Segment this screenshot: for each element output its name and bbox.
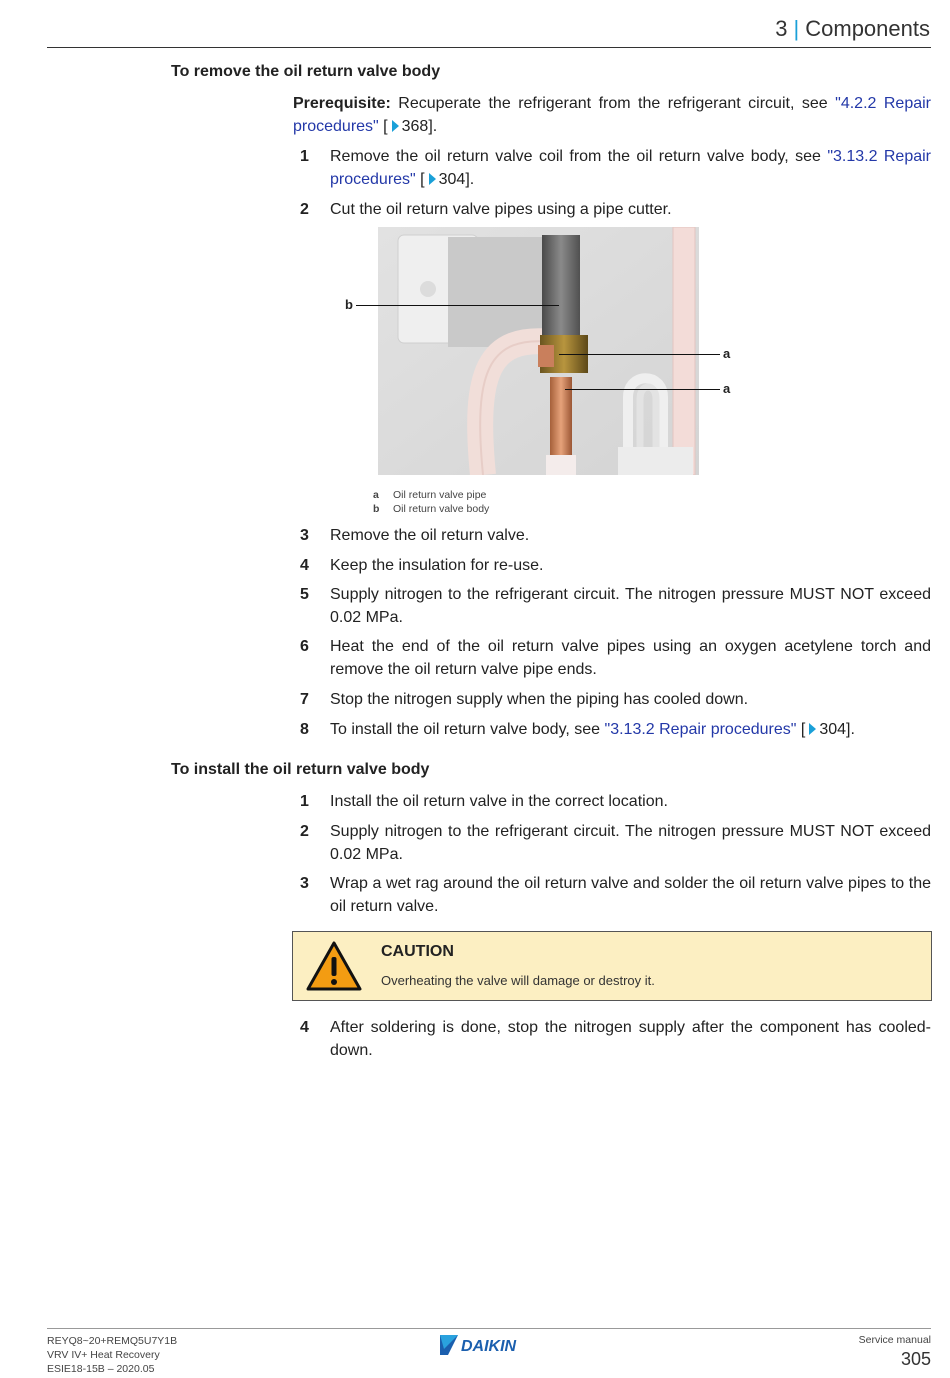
warning-icon — [305, 940, 363, 992]
valve-photo — [378, 227, 699, 475]
step-text: Remove the oil return valve. — [330, 527, 530, 544]
footer-doc-type: Service manual — [858, 1334, 931, 1346]
remove-step-3 — [293, 524, 931, 547]
remove-step-6 — [293, 635, 931, 681]
repair-procedures-link-3132[interactable]: "3.13.2 Repair procedures" — [330, 148, 932, 188]
chapter-number: 3 — [775, 16, 788, 41]
callout-b-leader — [356, 305, 559, 306]
page-ref: 304]. — [819, 721, 855, 738]
page-ref: 368]. — [401, 118, 438, 135]
caution-text: Overheating the valve will damage or destroy it. — [381, 973, 655, 988]
callout-b: b — [345, 297, 353, 312]
step-number: 2 — [300, 201, 309, 218]
daikin-logo — [440, 1335, 540, 1360]
step-text: Heat the end of the oil return valve pipes using an oxygen acetylene torch and remove the oil return valve pipe ends. — [330, 638, 931, 678]
header-separator: | — [793, 16, 800, 41]
remove-step-8: 8 To install the oil return valve body, see "3.13.2 Repair procedures" [ 304]. — [293, 718, 931, 741]
footer-doc-code: ESIE18-15B – 2020.05 — [47, 1363, 155, 1375]
remove-step-1: 1 Remove the oil return valve coil from the oil return valve body, see "3.13.2 Repair procedures" [ 304]. — [293, 145, 931, 191]
install-section-heading: To install the oil return valve body — [171, 761, 430, 778]
install-step-3 — [293, 872, 931, 918]
step-text: Stop the nitrogen supply when the piping has cooled down. — [330, 691, 749, 708]
legend-item-a: a Oil return valve pipe — [373, 489, 487, 501]
step-text: Remove the oil return valve coil from the oil return valve body, see — [330, 148, 828, 165]
step-text: Cut the oil return valve pipes using a pipe cutter. — [330, 201, 672, 218]
chapter-header — [775, 16, 930, 42]
step-number: 4 — [300, 1019, 309, 1036]
step-text: Supply nitrogen to the refrigerant circuit. The nitrogen pressure MUST NOT exceed 0.02 MPa. — [330, 586, 931, 626]
callout-a-upper: a — [723, 346, 731, 361]
page-number: 305 — [900, 1349, 931, 1369]
caution-title: CAUTION — [381, 943, 454, 960]
step-text: Supply nitrogen to the refrigerant circuit. The nitrogen pressure MUST NOT exceed 0.02 MPa. — [330, 823, 931, 863]
step-number: 3 — [300, 527, 309, 544]
repair-procedures-link-422[interactable]: "4.2.2 Repair procedures" — [293, 95, 932, 135]
install-step-1 — [293, 790, 931, 813]
chapter-title: Components — [805, 16, 930, 41]
footer-product: VRV IV+ Heat Recovery — [47, 1349, 160, 1361]
step-number: 2 — [300, 823, 309, 840]
step-number: 1 — [300, 793, 309, 810]
page-ref-arrow-icon — [429, 173, 436, 185]
remove-section-heading: To remove the oil return valve body — [171, 63, 441, 80]
remove-step-4 — [293, 554, 931, 577]
step-number: 6 — [300, 638, 309, 655]
remove-step-2 — [293, 198, 931, 221]
step-text: Install the oil return valve in the correct location. — [330, 793, 668, 810]
step-number: 7 — [300, 691, 309, 708]
install-step-2 — [293, 820, 931, 866]
step-number: 4 — [300, 557, 309, 574]
step-text: After soldering is done, stop the nitrogen supply after the component has cooled-down. — [330, 1019, 931, 1059]
step-text: Wrap a wet rag around the oil return valve and solder the oil return valve pipes to the oil return valve. — [330, 875, 931, 915]
prerequisite-paragraph: Prerequisite: Recuperate the refrigerant from the refrigerant circuit, see "4.2.2 Repair procedures" [ 368]. — [293, 95, 932, 135]
callout-a-lower: a — [723, 381, 731, 396]
valve-illustration — [378, 227, 699, 475]
step-text: Keep the insulation for re-use. — [330, 557, 544, 574]
step-number: 5 — [300, 586, 309, 603]
legend-item-b: b Oil return valve body — [373, 503, 490, 515]
callout-a-lower-leader — [565, 389, 720, 390]
install-step-4 — [293, 1016, 931, 1062]
step-number: 8 — [300, 721, 309, 738]
page-ref: 304]. — [438, 171, 475, 188]
step-number: 1 — [300, 148, 309, 165]
footer-rule — [47, 1328, 931, 1329]
prerequisite-label: Prerequisite: — [293, 95, 391, 112]
header-rule — [47, 47, 931, 48]
figure-legend — [373, 488, 489, 516]
page-ref-arrow-icon — [392, 120, 399, 132]
prerequisite-text: Recuperate the refrigerant from the refrigerant circuit, see — [390, 95, 836, 112]
footer-model: REYQ8~20+REMQ5U7Y1B — [47, 1335, 178, 1347]
page-ref-arrow-icon — [809, 723, 816, 735]
footer-doc-info — [47, 1334, 177, 1376]
remove-step-7 — [293, 688, 931, 711]
step-text: To install the oil return valve body, see — [330, 721, 605, 738]
repair-procedures-link-3132[interactable]: "3.13.2 Repair procedures" — [604, 721, 797, 738]
logo-text: DAIKIN — [461, 1338, 517, 1355]
step-number: 3 — [300, 875, 309, 892]
caution-box — [292, 931, 932, 1001]
remove-step-5 — [293, 583, 931, 629]
callout-a-upper-leader — [559, 354, 720, 355]
